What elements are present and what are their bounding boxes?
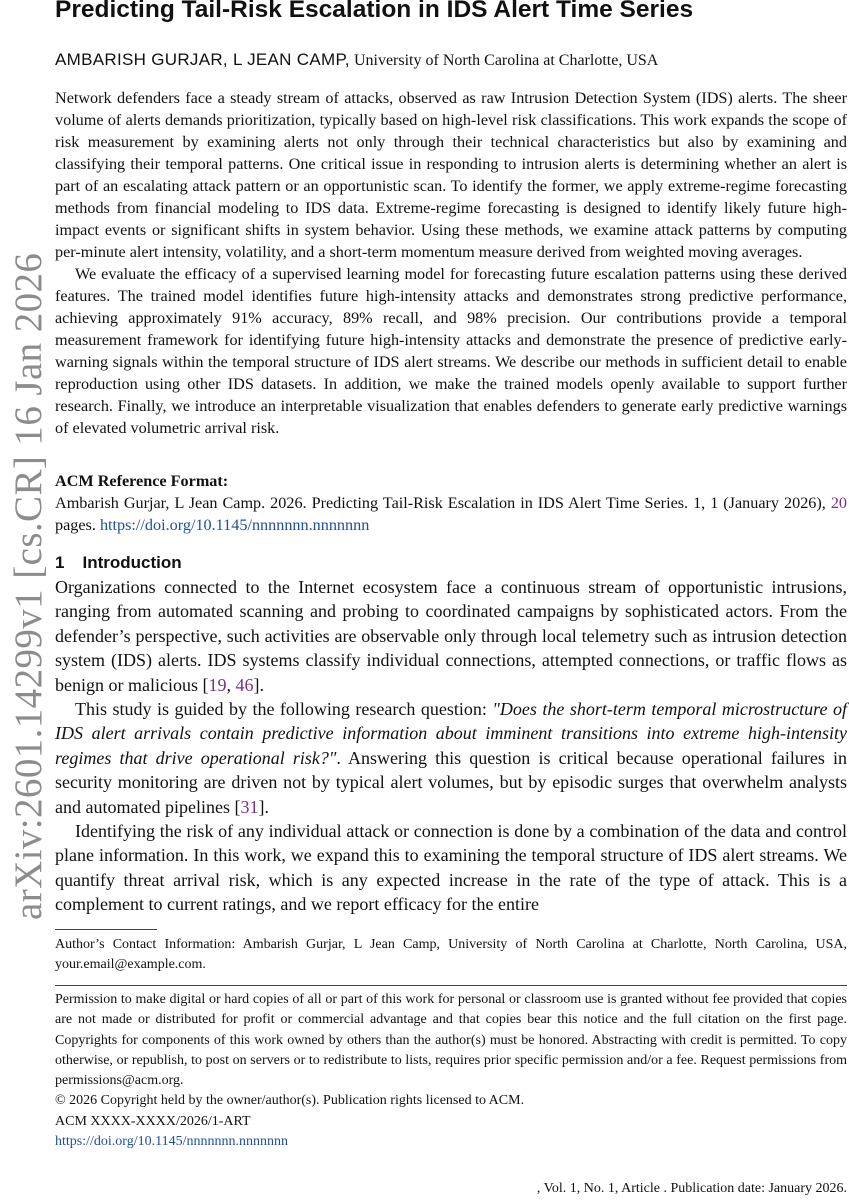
abstract	[55, 87, 847, 439]
author-contact-info: Author’s Contact Information: Ambarish Gurjar, L Jean Camp, University of North Carolina at Charlotte, North Carolina, USA, your.email@example.com.	[55, 937, 847, 972]
permission-notice	[55, 990, 847, 1152]
intro-text: . Answering this question is critical because operational failures in security monitoring are driven not by typical alert volumes, but by episodic surges that overwhelm analysts and automated pipelines [	[55, 747, 847, 817]
intro-paragraph	[55, 575, 847, 697]
running-footer: , Vol. 1, No. 1, Article . Publication date: January 2026.	[536, 1181, 847, 1196]
intro-text: Organizations connected to the Internet ecosystem face a continuous stream of opportunistic intrusions, ranging from automated scanning and probing to coordinated campaigns by sophisticated actors. From the defender’s perspective, such activities are observable only through local telemetry such as intrusion detection system (IDS) alerts. IDS systems classify individual connections, attempted connections, or traffic flows as benign or malicious [	[55, 577, 847, 695]
acm-reference-heading: ACM Reference Format:	[55, 472, 229, 490]
abstract-paragraph: Network defenders face a steady stream of attacks, observed as raw Intrusion Detection System (IDS) alerts. The sheer volume of alerts demands prioritization, typically based on high-level risk classifications. This work expands the scope of risk measurement by examining alerts not only through their technical characteristics but also by examining and classifying their temporal patterns. One critical issue in responding to intrusion alerts is determining whether an alert is part of an escalating attack pattern or an opportunistic scan. To identify the former, we apply extreme-regime forecasting methods from financial modeling to IDS data. Extreme-regime forecasting is designed to identify likely future high-impact events or significant shifts in system behavior. Using these methods, we examine attack patterns by computing per-minute alert intensity, volatility, and a short-term momentum measure derived from weighted moving averages.	[55, 89, 847, 261]
permission-text: Permission to make digital or hard copies of all or part of this work for personal or classroom use is granted without fee provided that copies are not made or distributed for profit or commercial advantage and that copies bear this notice and the full citation on the first page. Copyrights for components of this work owned by others than the author(s) must be honored. Abstracting with credit is permitted. To copy otherwise, or republish, to post on servers or to redistribute to lists, requires prior specific permission and/or a fee. Request permissions from permissions@acm.org.	[55, 992, 847, 1089]
doi-link[interactable]: https://doi.org/10.1145/nnnnnnn.nnnnnnn	[99, 516, 370, 534]
acm-reference-citation: Ambarish Gurjar, L Jean Camp. 2026. Predicting Tail-Risk Escalation in IDS Alert Time Series. 1, 1 (January 2026),	[55, 494, 831, 512]
citation-link[interactable]: 46	[235, 674, 254, 695]
paper-title: Predicting Tail-Risk Escalation in IDS Alert Time Series	[55, 0, 694, 23]
acm-reference-format	[55, 470, 847, 536]
section-heading	[55, 553, 182, 573]
footnote-divider	[55, 929, 157, 930]
acm-reference-pages-suffix: pages.	[55, 516, 100, 534]
permission-divider	[55, 985, 847, 986]
section-title: Introduction	[82, 553, 182, 572]
author-names: AMBARISH GURJAR, L JEAN CAMP,	[55, 50, 350, 69]
acm-reference-text	[55, 492, 847, 536]
page-count-link[interactable]: 20	[830, 494, 847, 512]
author-line	[55, 50, 658, 70]
intro-paragraph	[55, 697, 847, 819]
citation-separator: ,	[226, 674, 236, 695]
copyright-line: © 2026 Copyright held by the owner/author(s). Publication rights licensed to ACM.	[55, 1093, 525, 1109]
arxiv-id: arXiv:2601.14299v1 [cs.CR] 16 Jan 2026	[7, 252, 50, 920]
section-number: 1	[55, 553, 65, 572]
citation-link[interactable]: 31	[240, 796, 259, 817]
author-affiliation: University of North Carolina at Charlotte, USA	[349, 52, 659, 69]
citation-close: ].	[253, 674, 264, 695]
citation-link[interactable]: 19	[208, 674, 227, 695]
citation-close: ].	[258, 796, 269, 817]
permission-doi-link[interactable]: https://doi.org/10.1145/nnnnnnn.nnnnnnn	[55, 1134, 288, 1150]
research-question: "Does the short-term temporal microstructure of IDS alert arrivals contain predictive information about imminent transitions into extreme high-intensity regimes that drive operational risk?"	[55, 699, 847, 768]
acm-number: ACM XXXX-XXXX/2026/1-ART	[55, 1113, 251, 1129]
intro-paragraph: Identifying the risk of any individual attack or connection is done by a combination of the data and control plane information. In this work, we expand this to examining the temporal structure of IDS alert streams. We quantify threat arrival risk, which is any expected increase in the rate of the type of attack. This is a complement to current ratings, and we report efficacy for the entire	[55, 821, 847, 915]
introduction-body	[55, 575, 847, 917]
intro-text: This study is guided by the following research question:	[75, 699, 493, 720]
abstract-paragraph: We evaluate the efficacy of a supervised learning model for forecasting future escalation patterns using these derived features. The trained model identifies future high-intensity attacks and demonstrates strong predictive performance, achieving approximately 91% accuracy, 89% recall, and 98% precision. Our contributions provide a temporal measurement framework for identifying future high-intensity attacks and demonstrate the presence of predictive early-warning signals within the temporal structure of IDS alert streams. We describe our methods in sufficient detail to enable reproduction using other IDS datasets. In addition, we make the trained models openly available to support further research. Finally, we introduce an interpretable visualization that enables defenders to generate early predictive warnings of elevated volumetric arrival risk.	[55, 265, 847, 437]
